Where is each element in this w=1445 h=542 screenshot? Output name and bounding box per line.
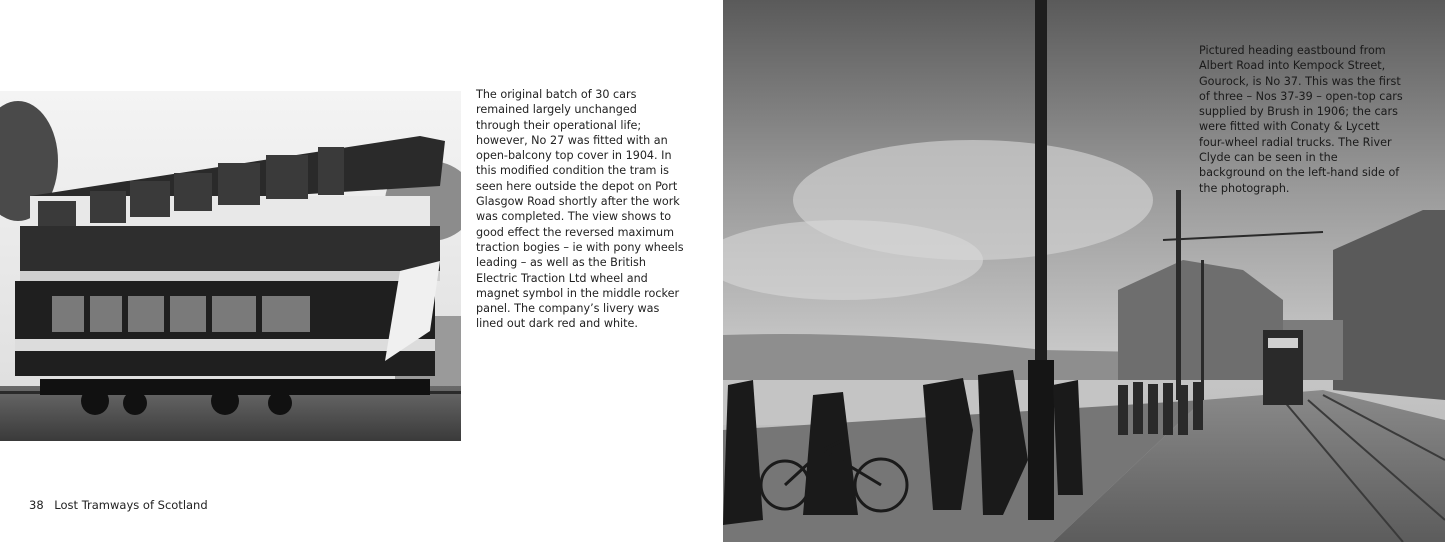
tram-depot-photo xyxy=(0,91,461,441)
left-photo-caption: The original batch of 30 cars remained largely unchanged through their operational life; however, No 27 was fitted with an open-balcony top cover in 1904. In this modified condition the tram is seen here outside the depot on Port Glasgow Road shortly after the work was completed. The view shows to good effect the reversed maximum traction bogies – ie with pony wheels leading – as well as the British Electric Traction Ltd wheel and magnet symbol in the middle rocker panel. The company’s livery was lined out dark red and white. xyxy=(476,88,684,331)
running-title: Lost Tramways of Scotland xyxy=(54,498,208,512)
page-number: 38 xyxy=(29,498,44,512)
right-page xyxy=(723,0,1445,542)
tram-photo-illustration xyxy=(0,91,461,441)
right-photo-caption: Pictured heading eastbound from Albert Road into Kempock Street, Gourock, is No 37. This was the first of three – Nos 37-39 – open-top cars supplied by Brush in 1906; the cars were fitted with Conaty & Lycett four-wheel radial trucks. The River Clyde can be seen in the background on the left-hand side of the photograph. xyxy=(1199,44,1403,195)
page-footer xyxy=(29,498,208,512)
